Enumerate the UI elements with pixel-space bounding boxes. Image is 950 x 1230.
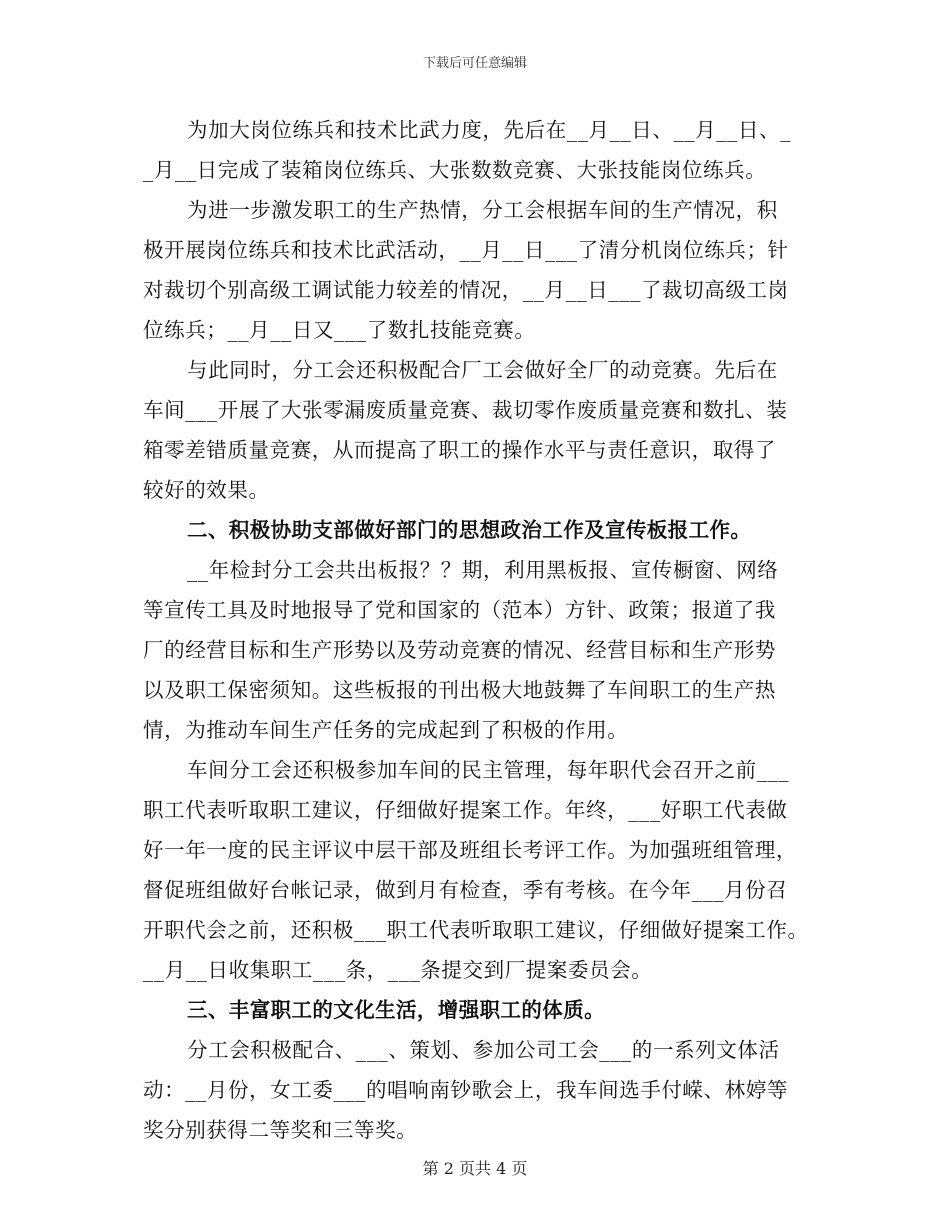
text-line: 为加大岗位练兵和技术比武力度，先后在__月__日、__月__日、_ [187,118,792,142]
text-line: 车间___开展了大张零漏废质量竞赛、裁切零作废质量竞赛和数扎、装 [143,398,788,422]
text-line: _月__日完成了装箱岗位练兵、大张数数竞赛、大张技能岗位练兵。 [143,158,767,182]
text-line: 位练兵；__月__日又___了数扎技能竞赛。 [143,318,536,342]
text-line: 督促班组做好台帐记录，做到月有检查，季有考核。在今年___月份召 [143,878,788,902]
text-line: 职工代表听取职工建议，仔细做好提案工作。年终，___好职工代表做 [143,798,788,822]
text-line: 以及职工保密须知。这些板报的刊出极大地鼓舞了车间职工的生产热 [143,678,776,702]
page-header: 下载后可任意编辑 [422,56,527,71]
document-body [143,110,815,1150]
text-line: 箱零差错质量竞赛，从而提高了职工的操作水平与责任意识，取得了 [143,438,776,462]
text-line: 较好的效果。 [143,478,270,502]
text-line: 厂的经营目标和生产形势以及劳动竞赛的情况、经营目标和生产形势 [143,638,776,662]
text-line: 动：__月份，女工委___的唱响南钞歌会上，我车间选手付嵘、林婷等 [143,1078,789,1102]
text-line: 为进一步激发职工的生产热情，分工会根据车间的生产情况，积 [187,198,778,222]
section-heading: 二、积极协助支部做好部门的思想政治工作及宣传板报工作。 [187,518,752,542]
text-line: 极开展岗位练兵和技术比武活动，__月__日___了清分机岗位练兵；针 [143,238,789,262]
section-heading: 三、丰富职工的文化生活，增强职工的体质。 [187,998,605,1022]
text-line: 对裁切个别高级工调试能力较差的情况，__月__日___了裁切高级工岗 [143,278,789,302]
text-line: 奖分别获得二等奖和三等奖。 [143,1118,418,1142]
text-line: 车间分工会还积极参加车间的民主管理，每年职代会召开之前___ [187,758,790,782]
text-line: 情，为推动车间生产任务的完成起到了积极的作用。 [143,718,629,742]
page-number: 第 2 页共 4 页 [422,1159,528,1178]
text-line: __月__日收集职工___条，___条提交到厂提案委员会。 [143,958,653,982]
text-line: 等宣传工具及时地报导了党和国家的（范本）方针、政策；报道了我 [143,598,776,622]
text-line: __年检封分工会共出板报？？期，利用黑板报、宣传橱窗、网络 [187,558,779,582]
text-line: 好一年一度的民主评议中层干部及班组长考评工作。为加强班组管理， [143,838,798,862]
text-line: 分工会积极配合、___、策划、参加公司工会___的一系列文体活 [187,1038,780,1062]
text-line: 开职代会之前，还积极___职工代表听取职工建议，仔细做好提案工作。 [143,918,809,942]
text-line: 与此同时，分工会还积极配合厂工会做好全厂的动竞赛。先后在 [187,358,778,382]
